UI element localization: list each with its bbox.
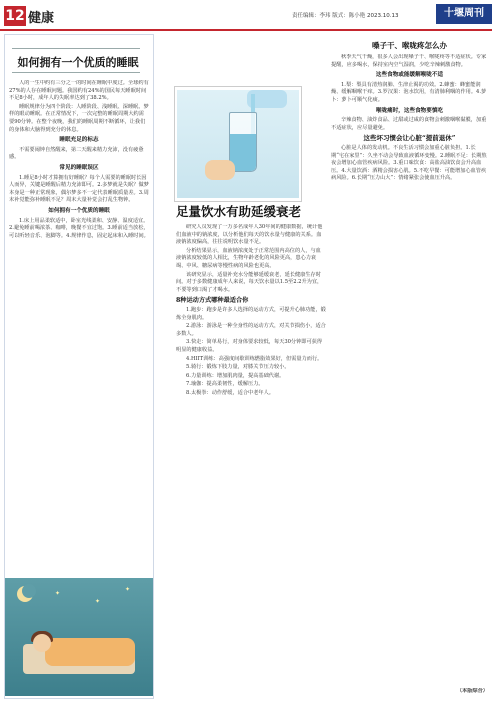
star-icon: ✦ — [55, 590, 61, 597]
right-text-1: 1.梨：梨具有清热润肺、生津止渴的功效。2.蜂蜜：蜂蜜能润燥、缓解咽喉干痒。3.罗汉果：泡水饮用，有清肺利咽的作用。4.萝卜：萝卜可顺气化痰。 — [331, 81, 487, 103]
middle-q1: 1.跑步：跑步是许多人选择的运动方式，可提升心肺功能，锻炼全身肌肉。 — [176, 306, 326, 321]
middle-article-title: 足量饮水有助延缓衰老 — [176, 204, 302, 219]
header-rule — [0, 29, 492, 31]
section-title: 健康 — [28, 11, 55, 26]
left-text-3: 1.床上用品柔软适中，卧室光线柔和、安静、温度适宜。2.避免睡前喝浓茶、咖啡，晚餐不宜过饱。3.睡前适当放松，可以听轻音乐、泡脚等。4.规律作息，固定起床和入睡时间。 — [9, 217, 149, 239]
title-rule-bottom — [12, 72, 140, 73]
middle-p3: 该研究显示，适量补充水分能够延缓衰老，延长健康生存时间。对于多数健康成年人来说，每天饮水量以1.5至2.2升为宜，不要等到口渴了才喝水。 — [176, 271, 323, 293]
newspaper-name: 十堰周刊 — [436, 4, 492, 24]
middle-sub: 8种运动方式哪种最适合你 — [176, 297, 249, 305]
left-text-2: 1.睡足8小时才算拥有好睡眠？每个人需要的睡眠时长因人而异，关键是睡醒后精力充沛即可。2.多梦就是失眠？做梦本身是一种正常现象，偶尔梦多不一定代表睡眠质量差。3.周末补觉能弥补睡眠不足？周末大量补觉会打乱生物钟。 — [9, 174, 149, 204]
moon-shadow — [22, 584, 36, 598]
left-sub-1: 睡眠充足的标志 — [59, 137, 99, 144]
right-text-2: 辛辣食物、油炸食品、过甜或过咸的食物会刺激咽喉黏膜，加重不适症状，应尽量避免。 — [331, 117, 487, 131]
left-article-title: 如何拥有一个优质的睡眠 — [17, 56, 139, 69]
left-intro-2: 睡眠规律分为四个阶段：人睡阶段、浅睡眠、深睡眠、梦样的眼动睡眠。在正常情况下，一次完整的睡眠周期大约需要90分钟。在整个夜晚，我们的睡眠周期不断循环，让我们的身体和大脑得到充分的休息。 — [9, 103, 149, 133]
right-sub-1: 这些食物或能缓解喉咙不适 — [375, 72, 444, 79]
middle-q6: 6.力量训练：增加肌肉量，提高基础代谢。 — [186, 372, 285, 379]
left-sub-3: 如何拥有一个优质的睡眠 — [48, 207, 110, 214]
hand — [205, 160, 235, 180]
right-sub-2: 喉咙痛时，这些食物要慎吃 — [375, 107, 444, 114]
middle-q8: 8.太极拳：动作舒缓，适合中老年人。 — [186, 389, 274, 396]
water-photo — [177, 90, 299, 198]
star-icon: ✦ — [95, 598, 101, 605]
sleeping-illustration — [5, 578, 153, 696]
sleeper-head — [33, 634, 51, 652]
middle-q7: 7.瑜伽：提高柔韧性，缓解压力。 — [186, 381, 264, 388]
right-article-title: 嗓子干、喉咙疼怎么办 — [372, 41, 447, 50]
left-article-body — [9, 80, 149, 574]
right-article-body — [331, 54, 488, 684]
left-intro: 人的一生中约有三分之一的时间在睡眠中度过。全球约有27%的人存在睡眠问题。我国约有24%的国民每天睡眠时间不足8小时，成年人的失眠率达到了38.2%。 — [9, 80, 149, 102]
source-note: （本版综合） — [456, 688, 488, 694]
editor-line: 责任编辑：李玮 版式：陈小艳 2023.10.13 — [292, 13, 399, 19]
title-rule-top — [12, 48, 140, 49]
middle-q5: 5.骑行：锻炼下肢力量，对膝关节压力较小。 — [186, 364, 290, 371]
middle-p1: 研究人员发现了一万多名成年人30年间的健康数据，统计他们血液中的钠浓度，以分析他们每天的饮水量与健康的关系。血液钠浓度偏高，往往说明饮水量不足。 — [176, 224, 323, 246]
page-number: 12 — [5, 8, 25, 24]
right-sub-3: 这些坏习惯会让心脏“提前退休” — [363, 134, 456, 143]
middle-article-body — [176, 224, 326, 698]
page-header — [0, 0, 492, 30]
right-text-3: 心脏是人体的发动机。不良生活习惯会加重心脏负担。1.长期“宅在家里”：久坐不动会导致血液循环变慢。2.睡眠不足：长期熬夜会增加心血管疾病风险。3.重口味饮食：高盐高油饮食会升高血压。4.大量饮酒：酒精会损害心肌。5.不吃早餐：可能增加心血管疾病风险。6.长期“压力山大”：情绪紧张会使血压升高。 — [331, 144, 487, 182]
blanket — [45, 638, 135, 666]
left-text-1: 不需要闹钟自然醒来，第二天醒来精力充沛，没有疲惫感。 — [9, 146, 144, 161]
middle-q4: 4.HIIT训练：高强度间歇训练燃脂效果好，但需量力而行。 — [186, 355, 323, 362]
middle-p2: 分析结果显示，血液钠浓度处于正常范围内高位的人，与血液钠浓度较低的人相比，生物年龄老化的风险更高，患心力衰竭、中风、糖尿病等慢性病的风险也更高。 — [176, 247, 321, 269]
left-sub-2: 常见的睡眠误区 — [59, 164, 99, 171]
middle-q3: 3.快走：简单易行，对身体要求较低，每天30分钟即可获得明显的健康收益。 — [176, 339, 323, 353]
right-p1: 秋季天气干燥，很多人会出现嗓子干、喉咙疼等不适症状。专家提醒，应多喝水，保持室内空气湿润，少吃辛辣刺激食物。 — [331, 54, 487, 68]
star-icon: ✦ — [125, 586, 131, 593]
middle-q2: 2.游泳：游泳是一种全身性的运动方式，对关节损伤小，适合多数人。 — [176, 323, 326, 337]
